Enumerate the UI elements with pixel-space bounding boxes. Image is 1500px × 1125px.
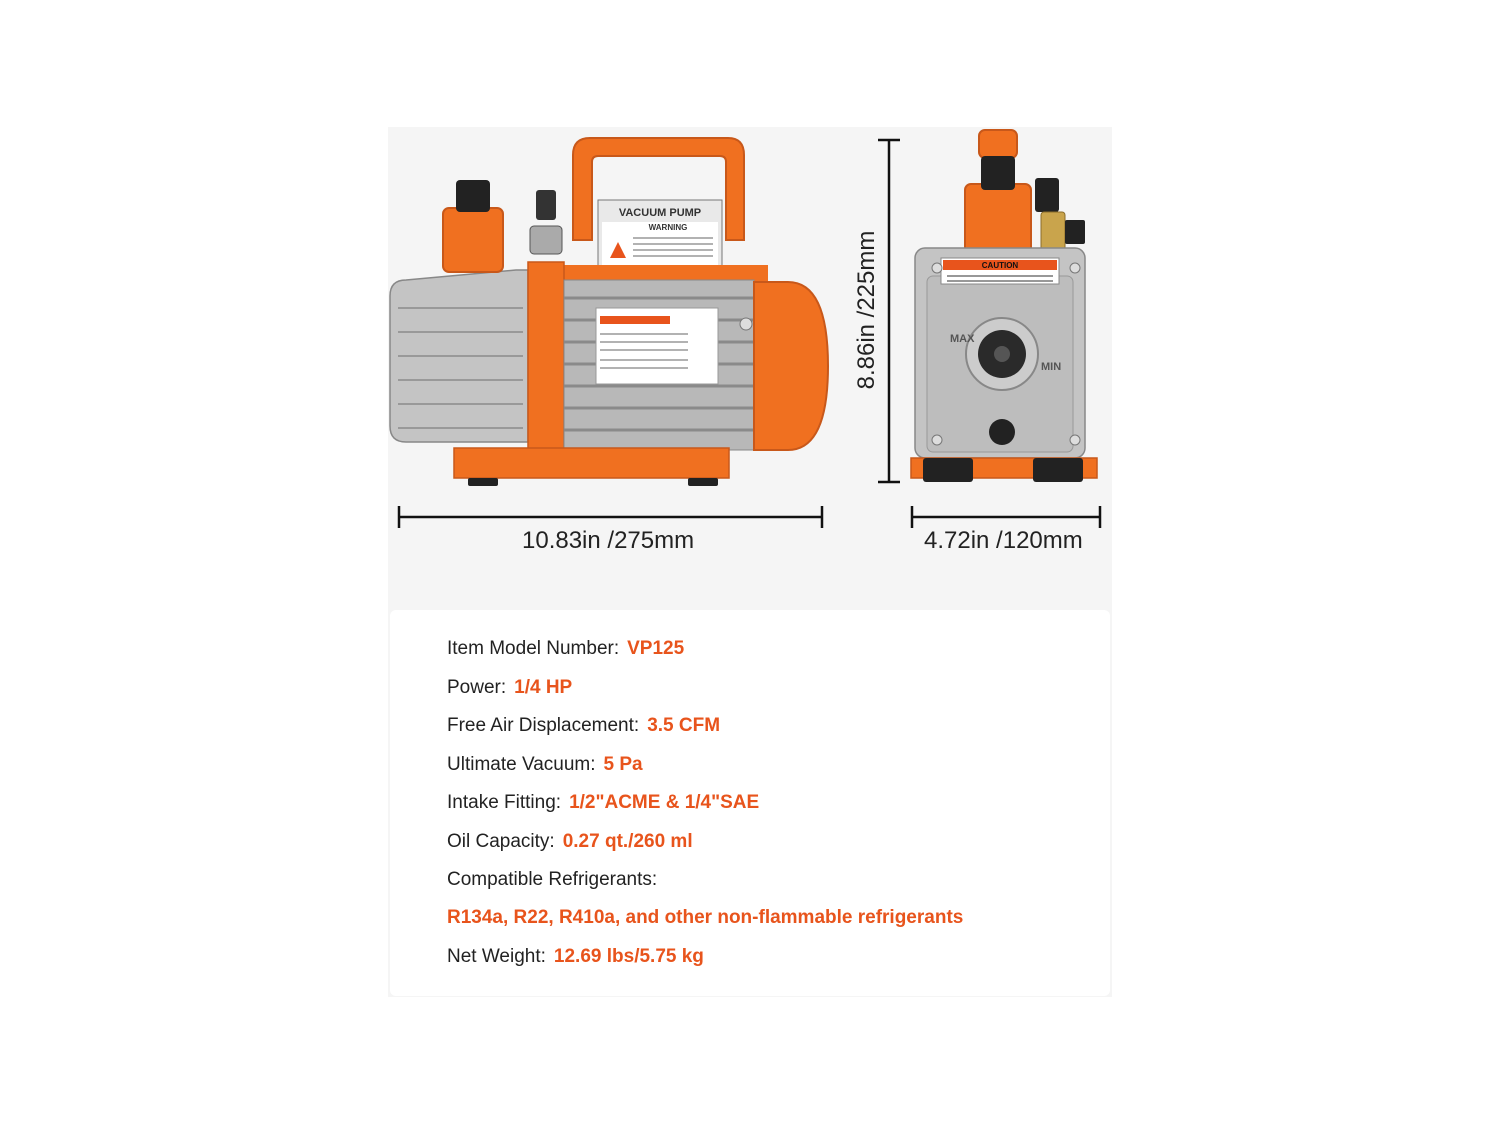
spec-label: Net Weight: bbox=[447, 946, 546, 967]
spec-row-displacement bbox=[447, 715, 720, 737]
spec-value: VP125 bbox=[627, 638, 685, 659]
spec-row-refrigerants-label bbox=[447, 869, 657, 891]
spec-value: R134a, R22, R410a, and other non-flammable refrigerants bbox=[447, 907, 964, 928]
spec-label: Ultimate Vacuum: bbox=[447, 754, 596, 775]
spec-value: 0.27 qt./260 ml bbox=[562, 831, 693, 852]
spec-label: Item Model Number: bbox=[447, 638, 620, 659]
spec-value: 1/2"ACME & 1/4"SAE bbox=[569, 792, 760, 813]
spec-row-oil bbox=[447, 831, 693, 853]
spec-panel bbox=[390, 610, 1110, 996]
length-dimension-label: 10.83in /275mm bbox=[522, 527, 695, 554]
spec-label: Intake Fitting: bbox=[447, 792, 562, 813]
pump-model-label: VACUUM PUMP bbox=[618, 207, 702, 219]
spec-label: Compatible Refrigerants: bbox=[447, 869, 658, 890]
spec-row-power bbox=[447, 677, 572, 699]
pump-front-view bbox=[905, 128, 1105, 488]
height-dimension-label: 8.86in /225mm bbox=[853, 230, 880, 390]
spec-label: Power: bbox=[447, 677, 507, 698]
caution-label: CAUTION bbox=[981, 261, 1019, 270]
spec-value: 3.5 CFM bbox=[647, 715, 721, 736]
spec-row-model bbox=[447, 638, 684, 660]
spec-row-vacuum bbox=[447, 754, 643, 776]
spec-value: 12.69 lbs/5.75 kg bbox=[553, 946, 704, 967]
spec-value: 1/4 HP bbox=[514, 677, 573, 698]
max-label: MAX bbox=[950, 333, 975, 345]
pump-side-view bbox=[388, 130, 838, 490]
spec-row-intake bbox=[447, 792, 759, 814]
min-label: MIN bbox=[1041, 361, 1062, 373]
spec-label: Free Air Displacement: bbox=[447, 715, 640, 736]
warning-label: WARNING bbox=[648, 223, 688, 232]
spec-row-refrigerants-value bbox=[447, 907, 963, 929]
spec-label: Oil Capacity: bbox=[447, 831, 555, 852]
spec-value: 5 Pa bbox=[603, 754, 643, 775]
spec-row-weight bbox=[447, 946, 704, 968]
width-dimension-label: 4.72in /120mm bbox=[924, 527, 1083, 554]
